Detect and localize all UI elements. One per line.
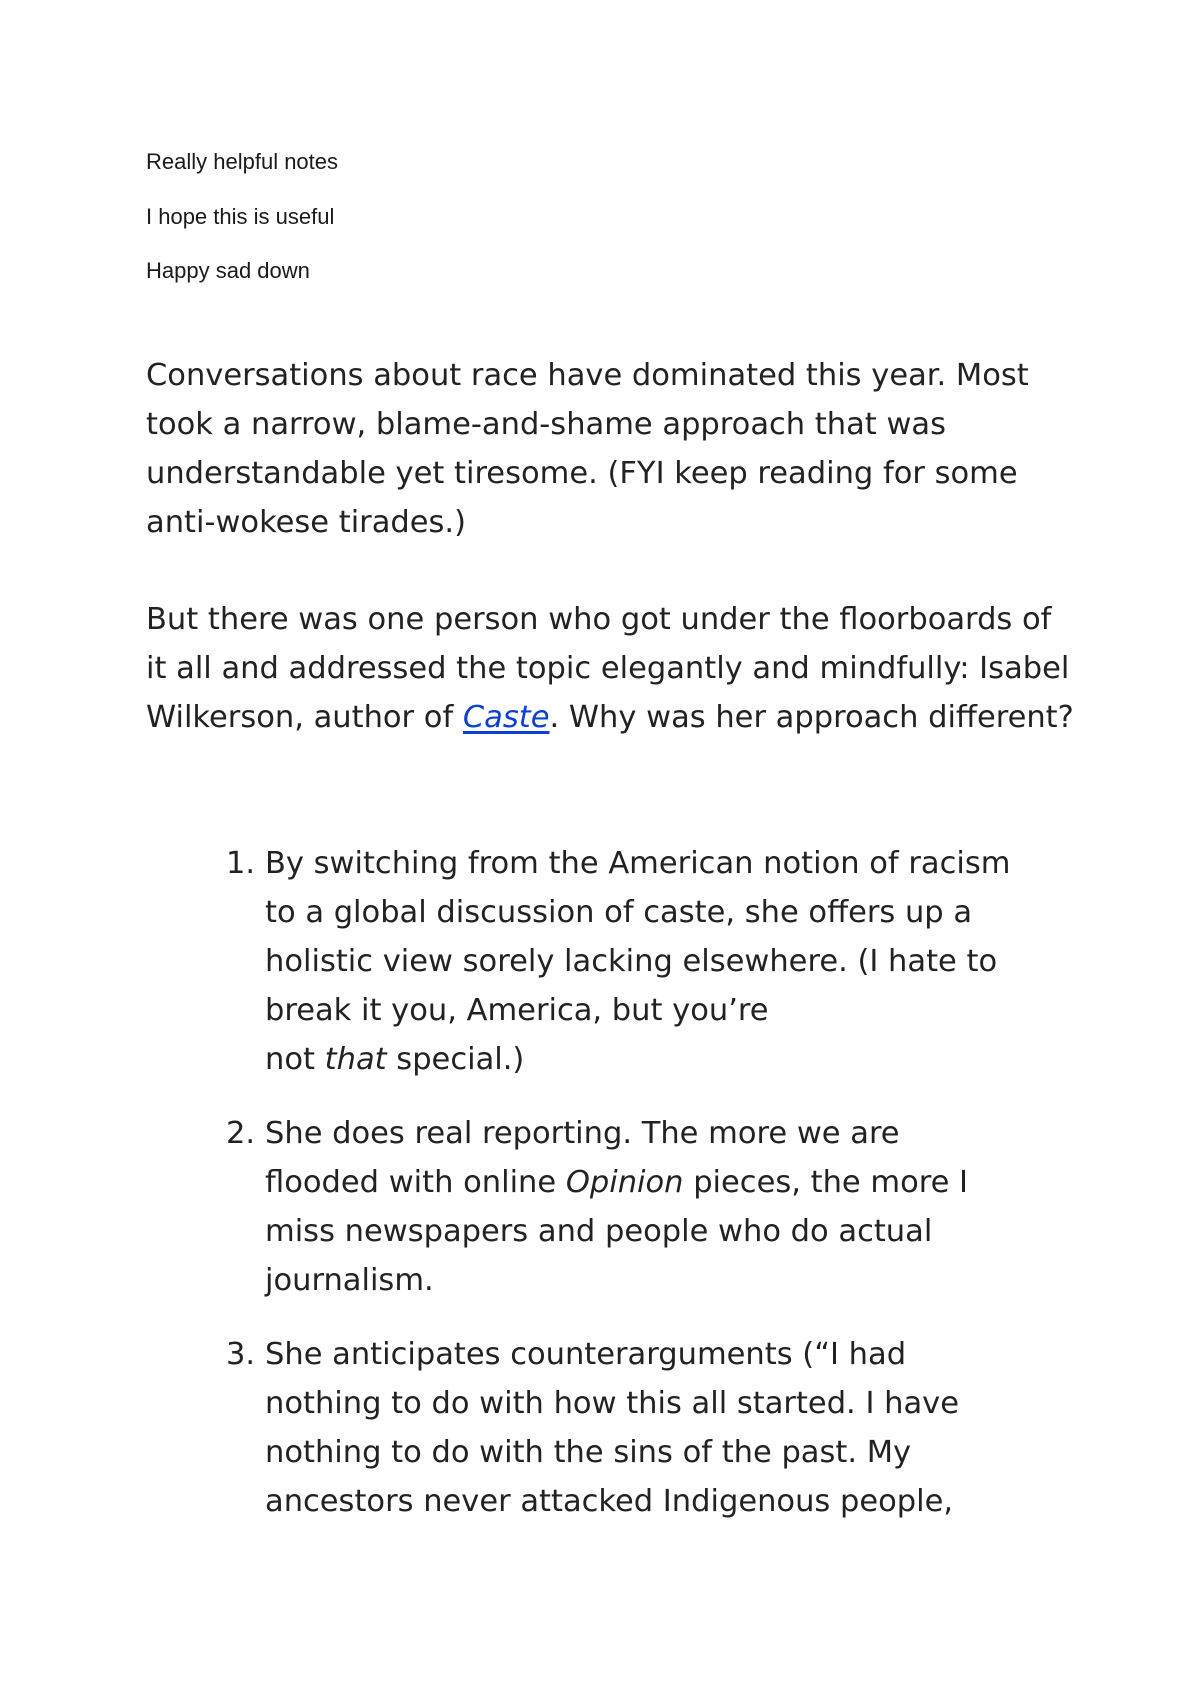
list-item-1-line-5 (265, 1035, 1085, 1084)
caste-book-link[interactable]: Caste (462, 700, 550, 735)
list-item-3-text (265, 1330, 1085, 1526)
list-item-3-line-4: ancestors never attacked Indigenous people, (265, 1484, 954, 1519)
list-item-1-line-1: By switching from the American notion of racism (265, 846, 1011, 881)
paragraph-wilkerson (146, 595, 1076, 742)
list-number-3: 3. (226, 1337, 256, 1372)
note-line-3: Happy sad down (146, 258, 310, 283)
list-item-2-line-4: journalism. (265, 1263, 434, 1298)
paragraph-intro: Conversations about race have dominated this year. Most took a narrow, blame-and-shame approach that was understandable yet tiresome. (FYI keep reading for some anti-wokese tirades.) (146, 358, 1029, 540)
list-item-3-line-2: nothing to do with how this all started. I have (265, 1386, 959, 1421)
list-item-1-line-2: to a global discussion of caste, she offers up a (265, 895, 973, 930)
list-item-1-line-4: break it you, America, but you’re (265, 993, 769, 1028)
list-number-1: 1. (226, 846, 256, 881)
list-item-2-line-3: miss newspapers and people who do actual (265, 1214, 933, 1249)
list-item-2-line-2-after: pieces, the more I (683, 1165, 969, 1200)
list-item-1-text (265, 839, 1085, 1084)
note-line-2: I hope this is useful (146, 204, 335, 229)
list-item-3-line-1: She anticipates counterarguments (“I had (265, 1337, 907, 1372)
list-item-1-emphasis: that (324, 1042, 387, 1077)
note-line-1: Really helpful notes (146, 149, 339, 174)
list-item-1-line-5-before: not (265, 1042, 325, 1077)
list-item-2-line-1: She does real reporting. The more we are (265, 1116, 900, 1151)
list-item-2-text (265, 1109, 1085, 1305)
list-item-1-line-3: holistic view sorely lacking elsewhere. (I hate to (265, 944, 998, 979)
list-number-2: 2. (226, 1116, 256, 1151)
paragraph-wilkerson-text-before: But there was one person who got under the floorboards of it all and addressed the topic elegantly and mindfully: Isabel Wilkerson, author of (146, 602, 1070, 735)
list-item-2-line-2 (265, 1158, 1085, 1207)
list-item-2-emphasis: Opinion (565, 1165, 684, 1200)
list-item-2-line-2-before: flooded with online (265, 1165, 566, 1200)
list-item-3-line-3: nothing to do with the sins of the past. My (265, 1435, 912, 1470)
paragraph-wilkerson-text-after: . Why was her approach different? (549, 700, 1074, 735)
list-item-1-line-5-after: special.) (386, 1042, 525, 1077)
